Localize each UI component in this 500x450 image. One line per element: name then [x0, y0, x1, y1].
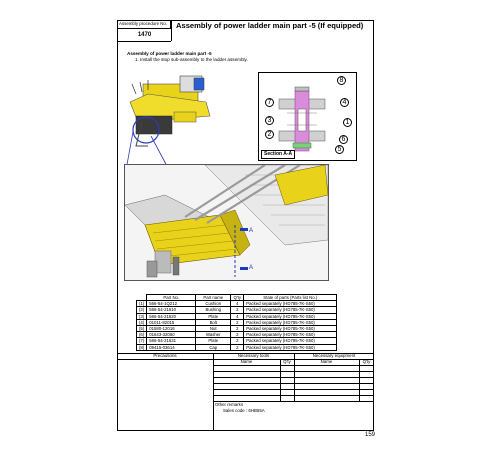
equipment-name-header: Name [320, 359, 333, 364]
table-row: (4) 01011-82015 Bolt 2 Packed separately (HD785-7K-S50) [137, 319, 337, 325]
table-row: (1) 566-54-1Q212 Cushion 4 Packed separately (HD785-7K-S50) [137, 301, 337, 307]
parts-table [136, 294, 337, 351]
page-title: Assembly of power ladder main part -5 (If equipped) [176, 21, 364, 30]
footer-row-rule [213, 395, 374, 396]
header-state: State of parts (Parts list No.) [244, 295, 337, 301]
header-part-no: Part No. [147, 295, 196, 301]
table-row: (8) 09415-03614 Cap 2 Packed separately (HD785-7K-S50) [137, 344, 337, 350]
tools-label: Necessary tools [237, 353, 270, 358]
tools-qty-header: Q'ty [283, 359, 291, 364]
section-caption: Section A-A [261, 150, 295, 159]
callout-2: 2 [265, 130, 274, 139]
table-row: (3) 566-54-21620 Plate 4 Packed separately (HD785-7K-S50) [137, 313, 337, 319]
section-heading: Assembly of power ladder main part -5 [127, 51, 212, 56]
procedure-number-label: Assembly procedure No. [118, 21, 171, 29]
table-row: (6) 01643-32060 Washer 2 Packed separately (HD785-7K-S50) [137, 332, 337, 338]
section-mark-lower-label: A [249, 265, 254, 271]
footer-row-rule [213, 383, 374, 384]
callout-7: 7 [265, 98, 274, 107]
precautions-label: Precautions [117, 353, 213, 360]
footer-row-rule [213, 371, 374, 372]
procedure-number: 1470 [137, 32, 152, 38]
page-number: 159 [365, 432, 376, 438]
footer-row-rule [213, 377, 374, 378]
ladder-detail-image [125, 165, 328, 280]
header-divider [171, 20, 172, 41]
header-qty: Q'ty [231, 295, 244, 301]
parts-table-header [137, 295, 337, 301]
section-mark-lower [240, 267, 248, 270]
header-part-name: Part name [196, 295, 231, 301]
other-remarks-label: Other remarks [215, 402, 244, 407]
tools-name-header: Name [240, 359, 253, 364]
sales-code: Sales code : 6HB55A [223, 408, 265, 413]
callout-3: 3 [265, 116, 274, 125]
table-row: (2) 566-54-21610 Bushing 2 Packed separately (HD785-7K-S50) [137, 307, 337, 313]
callout-4: 4 [340, 98, 349, 107]
equipment-label: Necessary equipment [312, 353, 356, 358]
callout-6: 6 [339, 135, 348, 144]
table-row: (7) 566-54-21631 Plate 2 Packed separately (HD785-7K-S50) [137, 338, 337, 344]
header-bottom-rule [117, 41, 171, 42]
footer-row-rule [213, 389, 374, 390]
section-step: 1. Install the stop sub-assembly to the ladder assembly. [135, 57, 248, 62]
callout-1: 1 [343, 118, 352, 127]
footer-row-rule [213, 365, 374, 366]
section-mark-upper [240, 228, 248, 231]
callout-8: 8 [337, 76, 346, 85]
section-mark-upper-label: A [249, 228, 254, 234]
equipment-qty-header: Q'ty [362, 359, 371, 364]
table-row: (5) 01580-12016 Nut 2 Packed separately (HD785-7K-S50) [137, 326, 337, 332]
callout-5: 5 [335, 145, 344, 154]
